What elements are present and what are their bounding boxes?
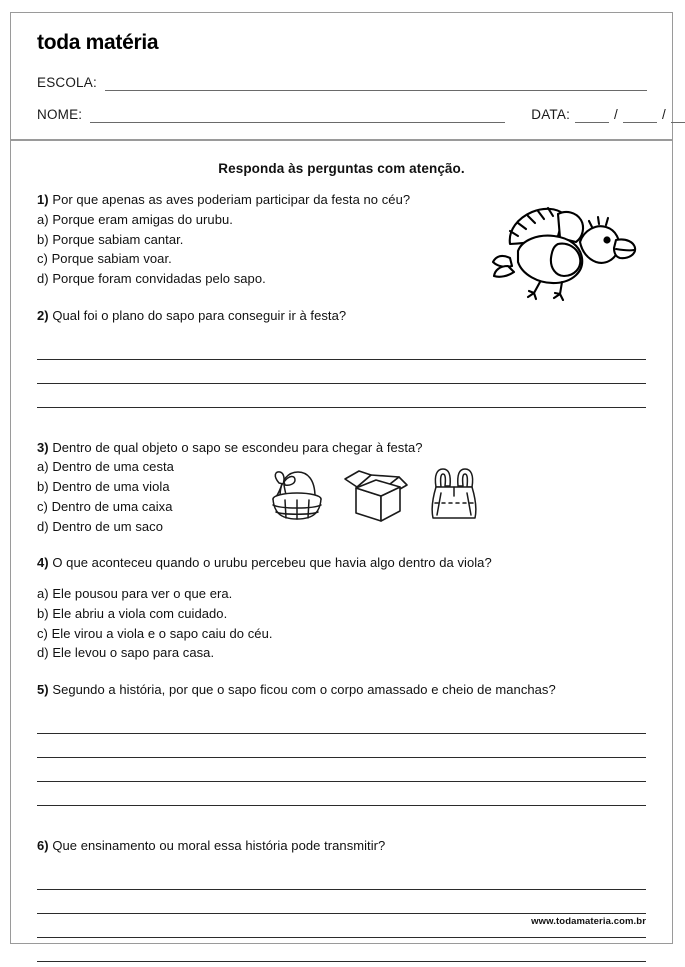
- answer-line[interactable]: [37, 360, 646, 384]
- answer-line[interactable]: [37, 734, 646, 758]
- answer-line[interactable]: [37, 938, 646, 962]
- question-3-options-and-art: [37, 457, 646, 536]
- answer-line[interactable]: [37, 384, 646, 408]
- question-6-answer-area[interactable]: [37, 866, 646, 962]
- question-1-number: 1): [37, 192, 49, 207]
- question-3-option-b[interactable]: b) Dentro de uma viola: [37, 479, 170, 494]
- question-2-number: 2): [37, 307, 49, 323]
- question-5-block: [37, 680, 646, 806]
- question-2-block: [37, 306, 646, 408]
- footer-website-url[interactable]: www.todamateria.com.br: [531, 916, 646, 927]
- spacer-3: [37, 536, 646, 553]
- question-3-title: [37, 438, 646, 458]
- spacer-2: [37, 408, 646, 438]
- spacer-q4: [37, 573, 646, 584]
- question-3-options: [37, 457, 174, 536]
- question-5-answer-area[interactable]: [37, 710, 646, 806]
- question-4-text: O que aconteceu quando o urubu percebeu que havia algo dentro da viola?: [52, 555, 492, 571]
- question-3-text: Dentro de qual objeto o sapo se escondeu para chegar à festa?: [52, 439, 423, 455]
- question-6-number: 6): [37, 837, 49, 853]
- vulture-illustration: [488, 196, 638, 301]
- question-2-answer-area[interactable]: [37, 336, 646, 408]
- question-4-title: [37, 553, 646, 573]
- name-date-field-row: [37, 107, 666, 123]
- worksheet-page: [10, 12, 673, 944]
- school-field-input[interactable]: [105, 76, 647, 91]
- question-4-option-d[interactable]: d) Ele levou o sapo para casa.: [37, 645, 215, 661]
- basket-illustration: [267, 463, 327, 525]
- question-4-option-b[interactable]: b) Ele abriu a viola com cuidado.: [37, 605, 228, 621]
- question-3-option-d[interactable]: d) Dentro de um saco: [37, 518, 164, 534]
- date-field-label: DATA:: [531, 107, 571, 122]
- date-separator-2: /: [661, 107, 666, 122]
- question-1-option-c[interactable]: c) Porque sabiam voar.: [37, 251, 172, 267]
- spacer-4: [37, 663, 646, 680]
- school-field-label: ESCOLA:: [37, 75, 97, 90]
- answer-line[interactable]: [37, 336, 646, 360]
- question-3-option-a[interactable]: a) Dentro de uma cesta: [37, 459, 174, 475]
- question-4-option-c[interactable]: c) Ele virou a viola e o sapo caiu do céu.: [37, 625, 273, 641]
- question-4-number: 4): [37, 555, 49, 571]
- question-1-option-a[interactable]: a) Porque eram amigas do urubu.: [37, 211, 233, 227]
- answer-line[interactable]: [37, 890, 646, 914]
- question-1-block: [37, 190, 646, 289]
- question-2-text: Qual foi o plano do sapo para conseguir ir à festa?: [52, 307, 347, 323]
- answer-line[interactable]: [37, 866, 646, 890]
- question-4-option-a[interactable]: a) Ele pousou para ver o que era.: [37, 586, 233, 601]
- worksheet-header: [11, 13, 672, 141]
- name-field-label: NOME:: [37, 107, 83, 122]
- question-6-text: Que ensinamento ou moral essa história pode transmitir?: [52, 837, 386, 853]
- question-3-illustrations: [174, 457, 646, 525]
- question-6-block: [37, 836, 646, 962]
- question-3-block: [37, 438, 646, 537]
- date-month-input[interactable]: [623, 109, 657, 123]
- question-4-block: [37, 553, 646, 663]
- question-6-title: [37, 836, 646, 856]
- answer-line[interactable]: [37, 758, 646, 782]
- question-3-number: 3): [37, 439, 49, 455]
- answer-line[interactable]: [37, 782, 646, 806]
- question-5-text: Segundo a história, por que o sapo ficou com o corpo amassado e cheio de manchas?: [52, 682, 556, 697]
- worksheet-content: [11, 161, 672, 962]
- cardboard-box-illustration: [343, 467, 409, 525]
- answer-line[interactable]: [37, 710, 646, 734]
- name-field-input[interactable]: [90, 108, 505, 123]
- question-5-number: 5): [37, 682, 49, 697]
- question-1-option-d[interactable]: d) Porque foram convidadas pelo sapo.: [37, 271, 266, 286]
- date-year-input[interactable]: [671, 109, 685, 123]
- spacer-5: [37, 806, 646, 836]
- brand-logo: toda matéria: [37, 31, 159, 54]
- question-2-title: [37, 306, 646, 326]
- question-3-option-c[interactable]: c) Dentro de uma caixa: [37, 498, 173, 514]
- date-field-group: [531, 107, 685, 123]
- question-5-title: [37, 680, 646, 700]
- question-1-option-b[interactable]: b) Porque sabiam cantar.: [37, 231, 184, 247]
- question-1-text: Por que apenas as aves poderiam participar da festa no céu?: [52, 192, 411, 207]
- instruction-heading: Responda às perguntas com atenção.: [218, 161, 465, 176]
- school-field-row: [37, 75, 647, 91]
- date-separator-1: /: [614, 107, 618, 122]
- date-day-input[interactable]: [575, 109, 609, 123]
- plastic-bag-illustration: [425, 465, 483, 525]
